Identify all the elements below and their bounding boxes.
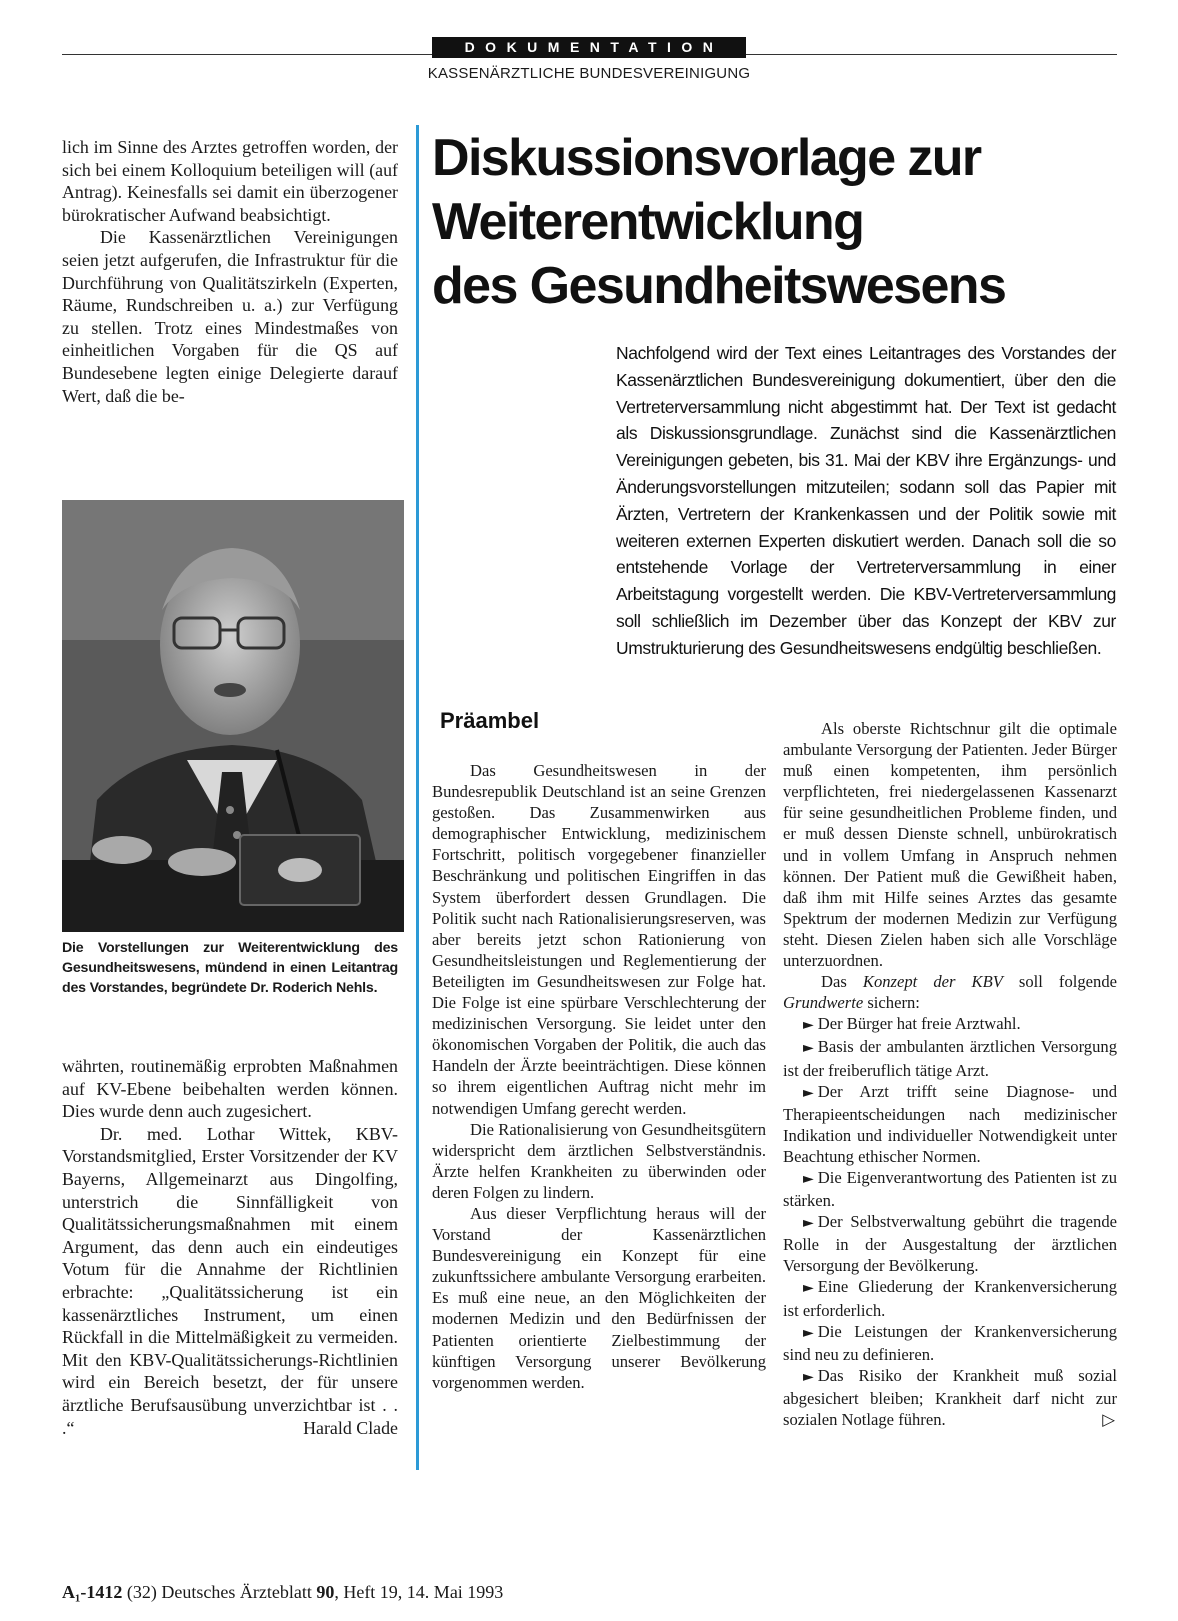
bullet-text: Der Bürger hat freie Arztwahl. (817, 1014, 1021, 1034)
section-label: DOKUMENTATION (432, 37, 746, 58)
continue-arrow-icon: ▷ (1102, 1410, 1115, 1429)
bullet-item (783, 1365, 1117, 1430)
bullet-text: Der Selbstverwaltung gebührt die tragende Rolle in der Ausgestaltung der ärztlichen Versorgung der Bevölkerung. (783, 1212, 1117, 1276)
section-heading: Präambel (440, 708, 540, 733)
bullet-triangle-icon: ► (803, 1324, 814, 1341)
photo-illustration (62, 500, 404, 932)
volume-number: 90 (316, 1582, 335, 1602)
page-footer (62, 1582, 503, 1603)
author-signature: Harald Clade (303, 1417, 398, 1438)
bullet-triangle-icon: ► (803, 1040, 814, 1057)
left-column-bottom (62, 1055, 398, 1439)
paragraph: Aus dieser Verpflichtung heraus will der Vorstand der Kassenärztlichen Bundesvereinigung ein Konzept für eine zukunftssichere ambulante Versorgung erarbeiten. Es muß eine neue, an den Möglichkeiten der modernen Medizin und den Bedürfnissen der Patienten orientierte Zielbestimmung der künftigen Versorgung unserer Bevölkerung vorgenommen werden. (432, 1203, 766, 1392)
text-run: Das (821, 972, 863, 992)
bullet-item (783, 1167, 1117, 1211)
journal-name: (32) Deutsches Ärzteblatt (126, 1582, 317, 1602)
middle-column (432, 760, 766, 1393)
right-column (783, 718, 1117, 1430)
bullet-text: Die Eigenverantwortung des Patienten ist zu stärken. (783, 1167, 1117, 1211)
paragraph (62, 1123, 398, 1439)
text-run: soll folgende (1002, 972, 1117, 992)
title-line: Weiterentwicklung (432, 193, 864, 251)
issue-date: , Heft 19, 14. Mai 1993 (334, 1582, 504, 1602)
italic-text: Grundwerte (783, 993, 864, 1013)
bullet-item (783, 1321, 1117, 1365)
paragraph: Als oberste Richtschnur gilt die optimale ambulante Versorgung der Patienten. Jeder Bürger muß einen kompetenten, ihm persönlich verpflichteten, frei niedergelassenen Kassenarzt für seine gesundheitlichen Probleme finden, und er muß dessen Dienste schnell, unbürokratisch und in vollem Umfang in Anspruch nehmen können. Der Patient muß die Gewißheit haben, daß ihm mit Hilfe seines Arztes das gesamte Spektrum der modernen Medizin zur Verfügung steht. Diesen Zielen haben sich alle Vorschläge unterzuordnen. (783, 719, 1117, 971)
bullet-text: Das Risiko der Krankheit muß sozial abgesichert bleiben; Krankheit darf nicht zur sozialen Notlage führen. (783, 1365, 1117, 1429)
bullet-text: Der Arzt trifft seine Diagnose- und Therapieentscheidungen nach medizinischer Indikation und individueller Notwendigkeit unter Beachtung ethischer Normen. (783, 1081, 1117, 1166)
bullet-text: Basis der ambulanten ärztlichen Versorgung ist der freiberuflich tätige Arzt. (783, 1037, 1117, 1080)
paragraph: Die Rationalisierung von Gesundheitsgütern widerspricht dem ärztlichen Selbstverständnis. Ärzte helfen Krankheiten zu überwinden oder deren Folgen zu lindern. (432, 1119, 766, 1202)
bullet-triangle-icon: ► (803, 1368, 814, 1385)
konzept-paragraph (783, 971, 1117, 1013)
title-line: Diskussionsvorlage zur (432, 129, 981, 187)
page-code: A₁-1412 (62, 1582, 123, 1602)
bullet-triangle-icon: ► (803, 1170, 814, 1187)
paragraph-text: Dr. med. Lothar Wittek, KBV-Vorstandsmitglied, Erster Vorsitzender der KV Bayerns, Allgemeinarzt aus Dingolfing, unterstrich die Sinnfälligkeit von Qualitätssicherungsmaßnahmen mit einem Argument, das denn auch ein eindeutiges Votum für die Annahme der Richtlinien erbrachte: „Qualitätssicherung ist ein kassenärztliches Instrument, um einen Rückfall in die Mittelmäßigkeit zu vermeiden. Mit den KBV-Qualitätssicherungs-Richtlinien wird ein Bereich besetzt, der für unsere ärztliche Berufsausübung unverzichtbar ist . . .“ (62, 1123, 398, 1438)
italic-text: Konzept der KBV (862, 972, 1003, 992)
column-divider-rule (416, 125, 419, 1470)
section-subtitle: KASSENÄRZTLICHE BUNDESVEREINIGUNG (427, 65, 751, 82)
lead-paragraph: Nachfolgend wird der Text eines Leitantrages des Vorstandes der Kassenärztlichen Bundesvereinigung dokumentiert, über den die Vertreterversammlung nicht abgestimmt hat. Der Text ist gedacht als Diskussionsgrundlage. Zunächst sind die Kassenärztlichen Vereinigungen gebeten, bis 31. Mai der KBV ihre Ergänzungs- und Änderungsvorstellungen mitzuteilen; sodann soll das Papier mit Ärzten, Vertretern der Krankenkassen und der Politik sowie mit weiteren externen Experten diskutiert werden. Danach soll die so entstehende Vorlage der Vertreterversammlung in einer Arbeitstagung vorgestellt werden. Die KBV-Vertreterversammlung soll schließlich im Dezember über das Konzept der KBV zur Umstrukturierung des Gesundheitswesens endgültig beschließen. (616, 343, 1116, 658)
paragraph: Die Kassenärztlichen Vereinigungen seien jetzt aufgerufen, die Infrastruktur für die Durchführung von Qualitätszirkeln (Experten, Räume, Rundschreiben u. a.) zur Verfügung zu stellen. Trotz eines Mindestmaßes von einheitlichen Vorgaben für die QS auf Bundesebene legten einige Delegierte darauf Wert, daß die be- (62, 227, 398, 406)
bullet-item (783, 1036, 1117, 1080)
bullet-text: Eine Gliederung der Krankenversicherung ist erforderlich. (783, 1277, 1117, 1320)
title-line: des Gesundheitswesens (432, 257, 1006, 315)
bullet-item (783, 1013, 1117, 1036)
paragraph: lich im Sinne des Arztes getroffen worden, der sich bei einem Kolloquium beteiligen will (auf Antrag). Keinesfalls sei damit ein überzogener bürokratischer Aufwand beabsichtigt. (62, 137, 398, 225)
bullet-triangle-icon: ► (803, 1017, 814, 1034)
bullet-text: Die Leistungen der Krankenversicherung sind neu zu definieren. (783, 1321, 1117, 1364)
bullet-triangle-icon: ► (803, 1215, 814, 1232)
bullet-triangle-icon: ► (803, 1280, 814, 1297)
paragraph: Das Gesundheitswesen in der Bundesrepublik Deutschland ist an seine Grenzen gestoßen. Das Zusammenwirken aus demographischer Entwicklung, medizinischem Fortschritt, politisch vorgegebener finanzieller Beschränkung und politischen Eingriffen in das System überfordert dessen Grundlagen. Die Politik sucht nach Rationalisierungsreserven, was aber bereits jetzt schon Rationierung von Gesundheitsleistungen und Reglementierung der Beteiligten im Gesundheitswesen zur Folge hat. Die Folge ist eine spürbare Verschlechterung der medizinischen Versorgung. Sie leidet unter den ökonomischen Vorgaben der Politik, die auch das Handeln der Ärzte beeinträchtigen. Diese können so ihrem eigentlichen Auftrag nicht mehr im notwendigen Umfang gerecht werden. (432, 761, 766, 1118)
bullet-item (783, 1276, 1117, 1320)
portrait-photo (62, 500, 404, 932)
bullet-triangle-icon: ► (803, 1084, 814, 1101)
article-title (432, 126, 1132, 318)
photo-caption: Die Vorstellungen zur Weiterentwicklung des Gesundheitswesens, mündend in einen Leitantrag des Vorstandes, begründete Dr. Roderich Nehls. (62, 940, 398, 996)
left-column-top (62, 136, 398, 407)
bullet-item (783, 1211, 1117, 1276)
bullet-item (783, 1081, 1117, 1167)
text-run: sichern: (863, 993, 920, 1013)
paragraph: währten, routinemäßig erprobten Maßnahmen auf KV-Ebene beibehalten werden können. Dies wurde denn auch zugesichert. (62, 1056, 398, 1122)
